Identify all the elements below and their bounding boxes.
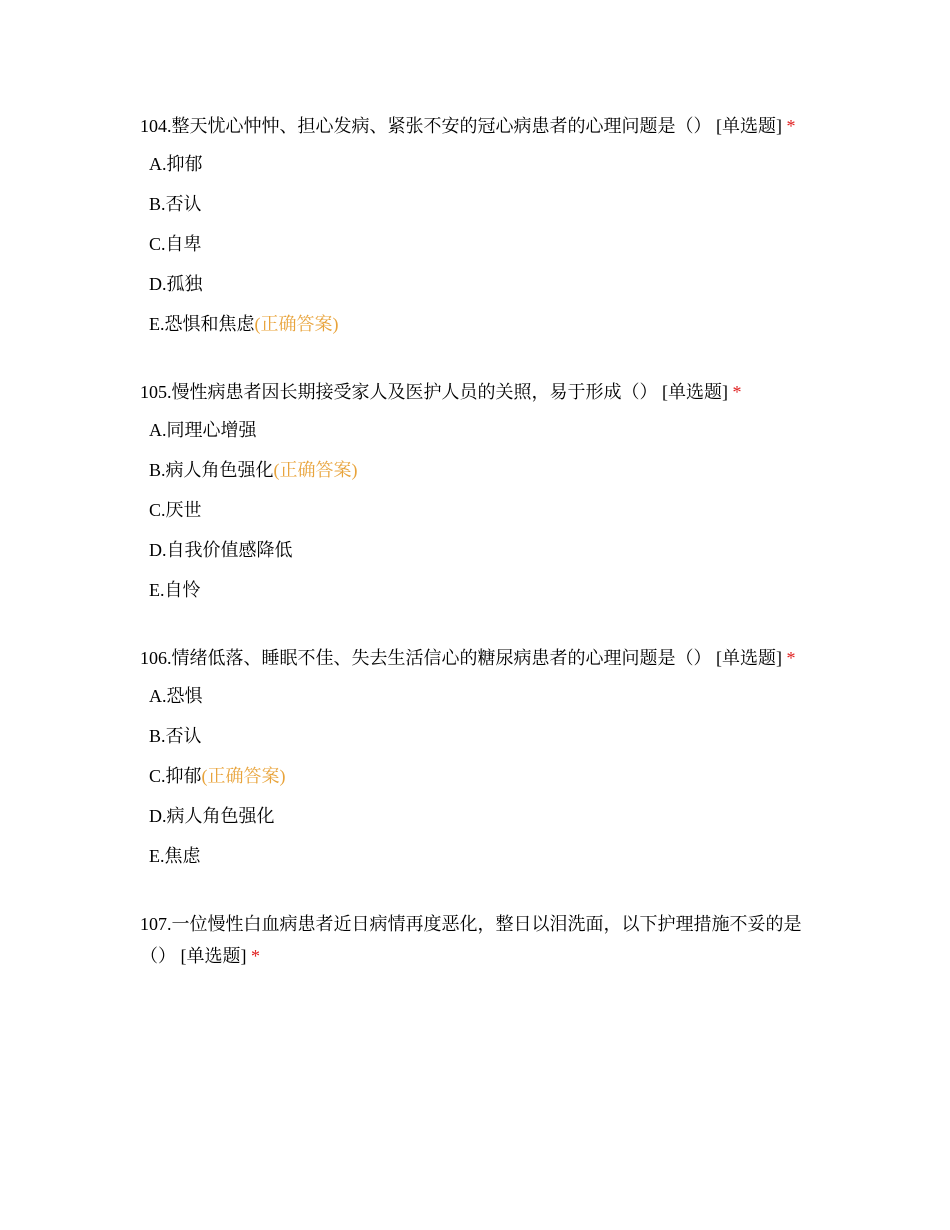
option-text: B.病人角色强化: [149, 460, 274, 480]
option-text: C.抑郁: [149, 766, 202, 786]
option-text: B.否认: [149, 726, 202, 746]
option-text: D.自我价值感降低: [149, 540, 293, 560]
option-text: E.自怜: [149, 580, 201, 600]
option-c: [149, 232, 810, 256]
question-type: [单选题]: [180, 946, 247, 966]
option-a: [149, 684, 810, 708]
required-marker: *: [251, 946, 260, 966]
option-text: E.焦虑: [149, 846, 201, 866]
option-c: [149, 764, 810, 788]
question-type: [单选题]: [716, 116, 782, 136]
option-text: A.恐惧: [149, 686, 203, 706]
question-text: 106.情绪低落、睡眠不佳、失去生活信心的糖尿病患者的心理问题是（）: [140, 648, 712, 668]
question-106: [140, 642, 810, 868]
required-marker: *: [732, 382, 742, 402]
option-text: D.病人角色强化: [149, 806, 275, 826]
option-b: [149, 192, 810, 216]
option-b: [149, 724, 810, 748]
question-title: [140, 110, 810, 142]
option-text: A.抑郁: [149, 154, 203, 174]
question-type: [单选题]: [662, 382, 728, 402]
correct-answer-label: (正确答案): [254, 314, 339, 334]
option-text: A.同理心增强: [149, 420, 257, 440]
option-d: [149, 272, 810, 296]
correct-answer-label: (正确答案): [201, 766, 286, 786]
option-b: [149, 458, 810, 482]
question-type: [单选题]: [716, 648, 782, 668]
option-c: [149, 498, 810, 522]
option-a: [149, 418, 810, 442]
correct-answer-label: (正确答案): [273, 460, 358, 480]
option-text: C.厌世: [149, 500, 202, 520]
option-text: C.自卑: [149, 234, 202, 254]
required-marker: *: [786, 116, 796, 136]
question-107: [140, 908, 810, 972]
document-page: [140, 110, 810, 1012]
question-title: [140, 908, 810, 972]
question-text: 105.慢性病患者因长期接受家人及医护人员的关照，易于形成（）: [140, 382, 658, 402]
option-text: D.孤独: [149, 274, 203, 294]
option-d: [149, 804, 810, 828]
question-105: [140, 376, 810, 602]
question-104: [140, 110, 810, 336]
option-e: [149, 844, 810, 868]
option-d: [149, 538, 810, 562]
option-e: [149, 578, 810, 602]
option-a: [149, 152, 810, 176]
option-e: [149, 312, 810, 336]
question-text: 104.整天忧心忡忡、担心发病、紧张不安的冠心病患者的心理问题是（）: [140, 116, 712, 136]
required-marker: *: [786, 648, 796, 668]
option-text: E.恐惧和焦虑: [149, 314, 255, 334]
question-title: [140, 642, 810, 674]
option-text: B.否认: [149, 194, 202, 214]
question-title: [140, 376, 810, 408]
question-text: 107.一位慢性白血病患者近日病情再度恶化，整日以泪洗面，以下护理措施不妥的是（）: [140, 914, 802, 966]
